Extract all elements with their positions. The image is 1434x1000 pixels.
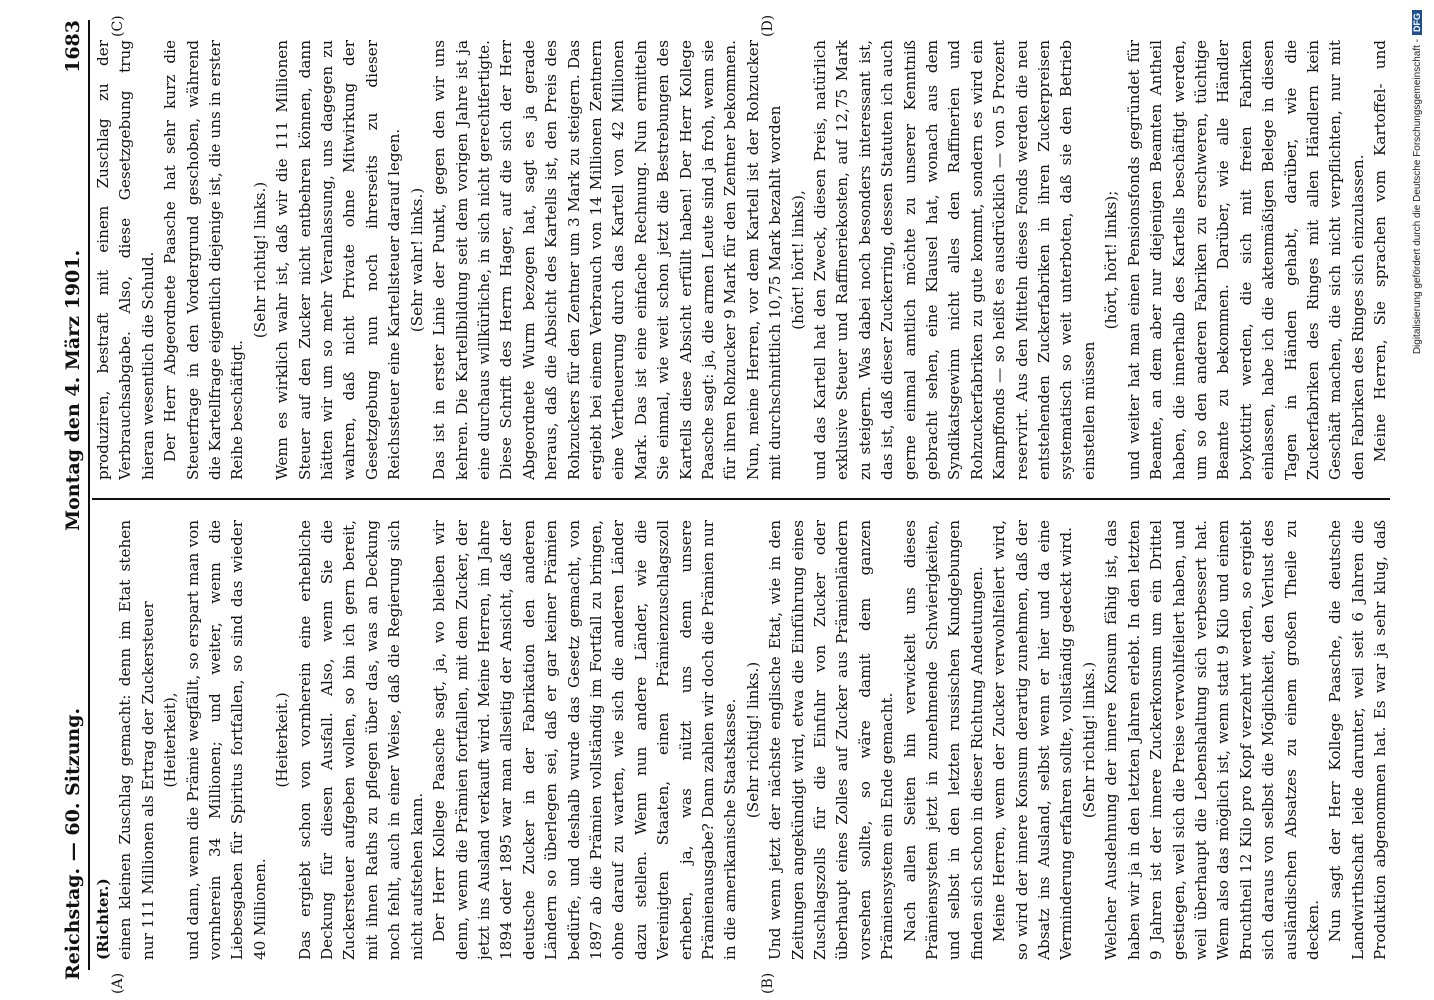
paragraph: produziren, bestraft mit einem Zuschlag zu der Verbrauchsabgabe. Also, diese Gesetzgebung trug hieran wesentlich die Schuld. — [94, 40, 157, 480]
paragraph: und dann, wenn die Prämie wegfällt, so erspart man von vornherein 34 Millionen; und weiter, wenn die Liebesgaben für Spiritus fortfallen, so sind das wieder 40 Millionen. — [183, 520, 269, 960]
speaker-name: (Richter.) — [94, 878, 112, 960]
header-page-number: 1683 — [62, 20, 84, 73]
paragraph: Das ergiebt schon von vornherein eine erhebliche Deckung für diesen Ausfall. Also, wenn Sie die Zuckersteuer aufgeben wollen, so bin ich gern bereit, mit ihnen Raths zu pflegen über das, was an Deckung noch fehlt, auch in einer Weise, daß die Regierung sich nicht aufstehen kann. — [295, 520, 426, 960]
header-center: Montag den 4. März 1901. — [62, 249, 84, 531]
interjection: (Sehr wahr! links.) — [407, 187, 426, 333]
interjection: (Sehr richtig! links.) — [1079, 661, 1098, 819]
paragraph: Meine Herren, Sie sprachen vom Kartoffel- und — [1371, 40, 1390, 462]
paragraph: Nach allen Seiten hin verwickelt uns dieses Prämiensystem jetzt in zunehmende Schwierigkeiten, und selbst in den letzten russischen Kundgebungen finden sich schon in dieser Richtung Andeutungen. — [900, 520, 986, 960]
paragraph: Wenn es wirklich wahr ist, daß wir die 111 Millionen Steuer auf den Zucker nicht entbehren können, dann hätten wir um so mehr Veranlassung, uns dagegen zu wahren, daß nicht Private ohne Mitwirkung der Gesetzgebung nun noch ihrerseits zu dieser Reichssteuer eine Kartellsteuer darauf legen. — [273, 40, 404, 480]
paragraph: Der Herr Kollege Paasche sagt, ja, wo bleiben wir denn, wenn die Prämien fortfallen, mit dem Zucker, der jetzt ins Ausland verkauft wird. Meine Herren, im Jahre 1894 oder 1895 war man allseitig der Ansicht, daß der deutsche Zucker in der Fabrikation den anderen Ländern so überlegen sei, daß er gar keiner Prämien bedürfe, und deshalb wurde das Gesetz gemacht, von 1897 ab die Prämien vollständig im Fortfall zu bringen, ohne darauf zu warten, wie sich die anderen Länder dazu stellen. Wenn nun andere Länder, wie die Vereinigten Staaten, einen Prämienzuschlagszoll erheben, ja, was nützt uns denn unsere Prämienausgabe? Dann zahlen wir doch die Prämien nur in die amerikanische Staatskasse. — [430, 520, 740, 960]
dfg-logo: DFG — [1412, 10, 1422, 35]
interjection: (hört! hört! links), — [788, 190, 807, 330]
paragraph: Der Herr Abgeordnete Paasche hat sehr kurz die Steuerfrage in den Vordergrund geschoben, während die Kartellfrage eigentlich diejenige ist, die uns in erster Reihe beschäftigt. — [161, 40, 247, 480]
margin-marker-a: (A) — [110, 972, 126, 994]
header-rule — [88, 20, 90, 970]
header-left: Reichstag. — 60. Sitzung. — [62, 707, 84, 980]
paragraph: Meine Herren, wenn der Zucker verwohlfeilert wird, so wird der innere Konsum derartig zunehmen, daß der Absatz ins Ausland, selbst wenn er hier und da eine Verminderung erfahren sollte, vollständig gedeckt wird. — [990, 520, 1076, 960]
paragraph: Und wenn jetzt der nächste englische Etat, wie in den Zeitungen angekündigt wird, etwa die Einführung eines Zuschlagszolls für die Einfuhr von Zucker oder überhaupt eines Zolles auf Zucker aus Prämienländern vorsehen sollte, so wäre damit dem ganzen Prämiensystem ein Ende gemacht. — [766, 520, 897, 960]
margin-marker-c: (C) — [110, 15, 126, 37]
right-text-column — [92, 40, 1390, 480]
interjection: (Heiterkeit.) — [273, 692, 292, 788]
margin-marker-d: (D) — [760, 14, 776, 37]
paragraph: einen kleinen Zuschlag gemacht: denn im Etat stehen nur 111 Millionen als Ertrag der Zuckersteuer — [116, 520, 157, 960]
paragraph: Nun sagt der Herr Kollege Paasche, die deutsche Landwirthschaft leide darunter, weil seit 6 Jahren die Produktion abgenommen hat. Es war ja sehr klug, daß — [1326, 520, 1390, 960]
margin-marker-b: (B) — [760, 972, 776, 994]
paragraph: Welcher Ausdehnung der innere Konsum fähig ist, das haben wir ja in den letzten Jahren erlebt. In den letzten 9 Jahren ist der innere Zuckerkonsum um ein Drittel gestiegen, weil sich die Preise verwohlfeilert haben, und weil überhaupt die Lebenshaltung sich verbessert hat. Wenn also das möglich ist, wenn statt 9 Kilo und einem Bruchtheil 12 Kilo pro Kopf verzehrt werden, so ergiebt sich daraus von selbst die Möglichkeit, den Verlust des ausländischen Absatzes zu einem großen Theile zu decken. — [1102, 520, 1322, 960]
paragraph: Das ist in erster Linie der Punkt, gegen den wir uns kehren. Die Kartellbildung seit dem vorigen Jahre ist ja eine durchaus willkürliche, in sich nicht gerechtfertigte. Diese Schrift des Herrn Hager, auf die sich der Herr Abgeordnete Wurm bezogen hat, sagt es ja gerade heraus, daß die Absicht des Kartells ist, den Preis des Rohzuckers für den Zentner um 3 Mark zu steigern. Das ergiebt bei einem Verbrauch von 14 Millionen Zentnern eine Vertheuerung durch das Kartell von 42 Millionen Mark. Das ist eine einfache Rechnung. Nun ermitteln Sie einmal, wie weit schon jetzt die Bestrebungen des Kartells diese Absicht erfüllt haben! Der Herr Kollege Paasche sagt: ja, die armen Leute sind ja froh, wenn sie für ihren Rohzucker 9 Mark für den Zentner bekommen. Nun, meine Herren, vor dem Kartell ist der Rohzucker mit durchschnittlich 10,75 Mark bezahlt worden — [430, 40, 785, 480]
paragraph: und weiter hat man einen Pensionsfonds gegründet für Beamte, an dem aber nur diejenigen Beamten Antheil haben, die innerhalb des Kartells beschäftigt werden, um so den anderen Fabriken zu erschweren, tüchtige Beamte zu bekommen. Darüber, wie alle Händler boykottirt werden, die sich mit freien Fabriken einlassen, habe ich die aktenmäßigen Belege in diesen Tagen in Händen gehabt, darüber, wie die Zuckerfabriken des Ringes mit allen Händlern kein Geschäft machen, die sich nicht verpflichten, nur mit den Fabriken des Ringes sich einzulassen. — [1124, 40, 1367, 480]
interjection: (Sehr richtig! links.) — [250, 181, 269, 339]
interjection: (Sehr richtig! links.) — [743, 661, 762, 819]
digitization-credit — [1412, 10, 1432, 990]
column-divider — [92, 499, 1390, 501]
interjection: (Heiterkeit), — [161, 692, 180, 788]
paragraph: und das Kartell hat den Zweck, diesen Preis, natürlich exklusive Steuer und Raffineriekosten, auf 12,75 Mark zu steigern. Was dabei noch besonders interessant ist, das ist, daß dieser Zuckerring, dessen Statuten ich auch gerne einmal amtlich möchte zu unserer Kenntniß gebracht sehen, eine Klausel hat, wonach aus dem Syndikatsgewinn nicht alles den Raffinerien und Rohzuckerfabriken zu gute kommt, sondern es wird ein Kampffonds — so heißt es ausdrücklich — von 5 Prozent reservirt. Aus den Mitteln dieses Fonds werden die neu entstehenden Zuckerfabriken in ihren Zuckerpreisen systematisch so weit unterboten, daß sie den Betrieb einstellen müssen — [811, 40, 1098, 480]
interjection: (hört, hört! links); — [1102, 190, 1121, 330]
credit-text: Digitalisierung gefördert durch die Deutsche Forschungsgemeinschaft - — [1412, 39, 1423, 355]
page-header — [40, 20, 84, 980]
left-text-column — [92, 520, 1390, 960]
